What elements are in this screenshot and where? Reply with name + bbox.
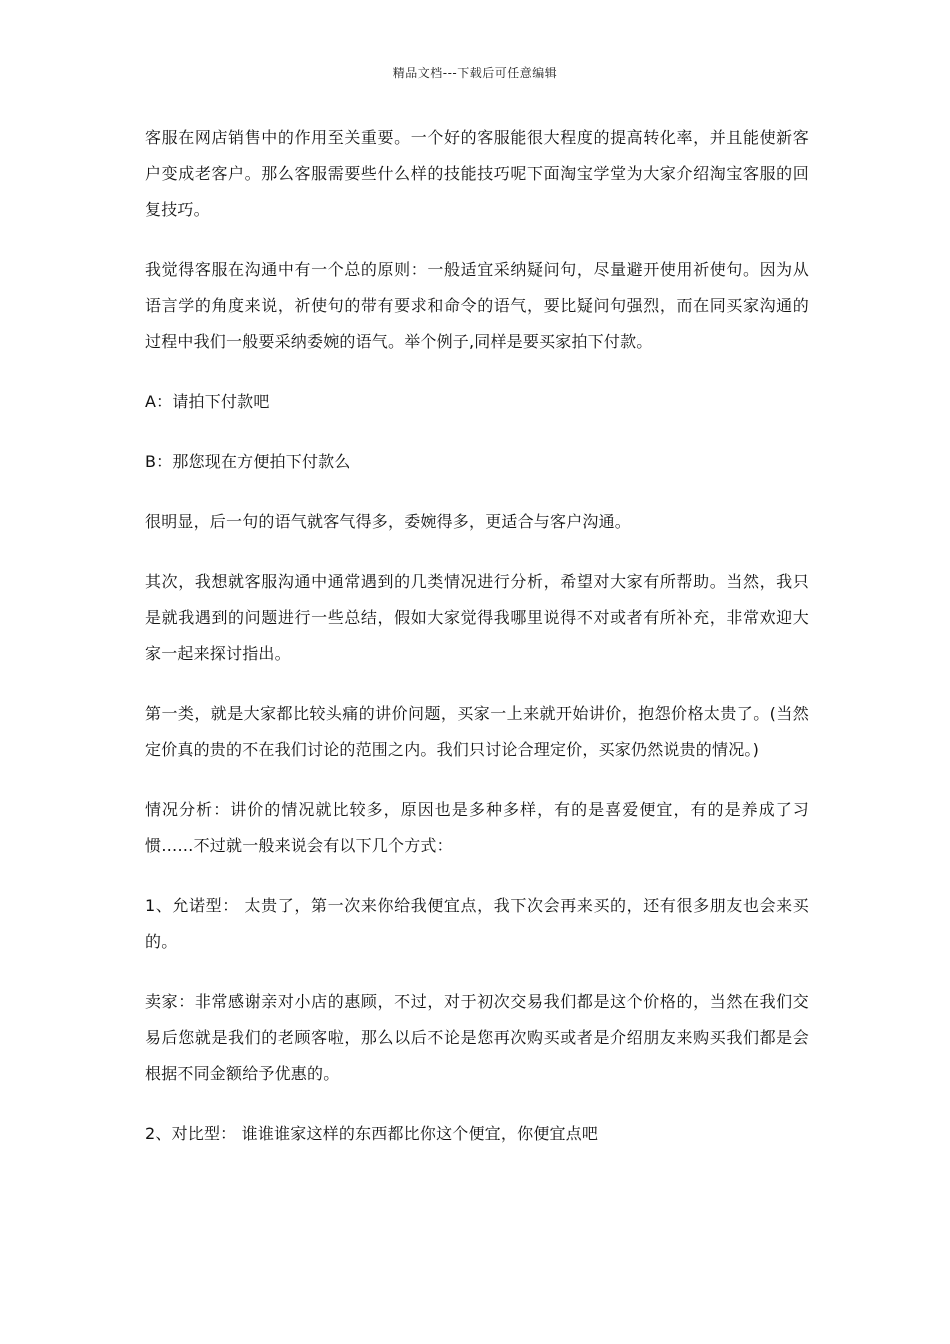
paragraph-example-a: A：请拍下付款吧 — [145, 392, 270, 411]
paragraph-promise-type: 1、允诺型： 太贵了，第一次来你给我便宜点，我下次会再来买的，还有很多朋友也会来买的。 — [145, 896, 809, 951]
paragraph-example-b: B：那您现在方便拍下付款么 — [145, 452, 351, 471]
paragraph-second: 其次，我想就客服沟通中通常遇到的几类情况进行分析，希望对大家有所帮助。当然，我只是就我遇到的问题进行一些总结，假如大家觉得我哪里说得不对或者有所补充，非常欢迎大家一起来探讨指出。 — [145, 572, 809, 663]
paragraph-seller-reply: 卖家：非常感谢亲对小店的惠顾，不过，对于初次交易我们都是这个价格的，当然在我们交易后您就是我们的老顾客啦，那么以后不论是您再次购买或者是介绍朋友来购买我们都是会根据不同金额给予优惠的。 — [145, 992, 809, 1083]
paragraph-compare-type: 2、对比型： 谁谁谁家这样的东西都比你这个便宜，你便宜点吧 — [145, 1124, 599, 1143]
paragraph-conclusion: 很明显，后一句的语气就客气得多，委婉得多，更适合与客户沟通。 — [145, 512, 632, 531]
paragraph-principle: 我觉得客服在沟通中有一个总的原则：一般适宜采纳疑问句，尽量避开使用祈使句。因为从语言学的角度来说，祈使句的带有要求和命令的语气，要比疑问句强烈，而在同买家沟通的过程中我们一般要采纳委婉的语气。举个例子,同样是要买家拍下付款。 — [145, 260, 809, 351]
paragraph-analysis: 情况分析：讲价的情况就比较多，原因也是多种多样，有的是喜爱便宜，有的是养成了习惯……不过就一般来说会有以下几个方式： — [145, 800, 809, 855]
paragraph-intro: 客服在网店销售中的作用至关重要。一个好的客服能很大程度的提高转化率，并且能使新客户变成老客户。那么客服需要些什么样的技能技巧呢下面淘宝学堂为大家介绍淘宝客服的回复技巧。 — [145, 128, 809, 219]
page-header: 精品文档---下载后可任意编辑 — [392, 66, 558, 80]
document-body — [145, 120, 809, 1176]
paragraph-first-type: 第一类，就是大家都比较头痛的讲价问题，买家一上来就开始讲价，抱怨价格太贵了。(当然定价真的贵的不在我们讨论的范围之内。我们只讨论合理定价，买家仍然说贵的情况。) — [145, 704, 809, 759]
